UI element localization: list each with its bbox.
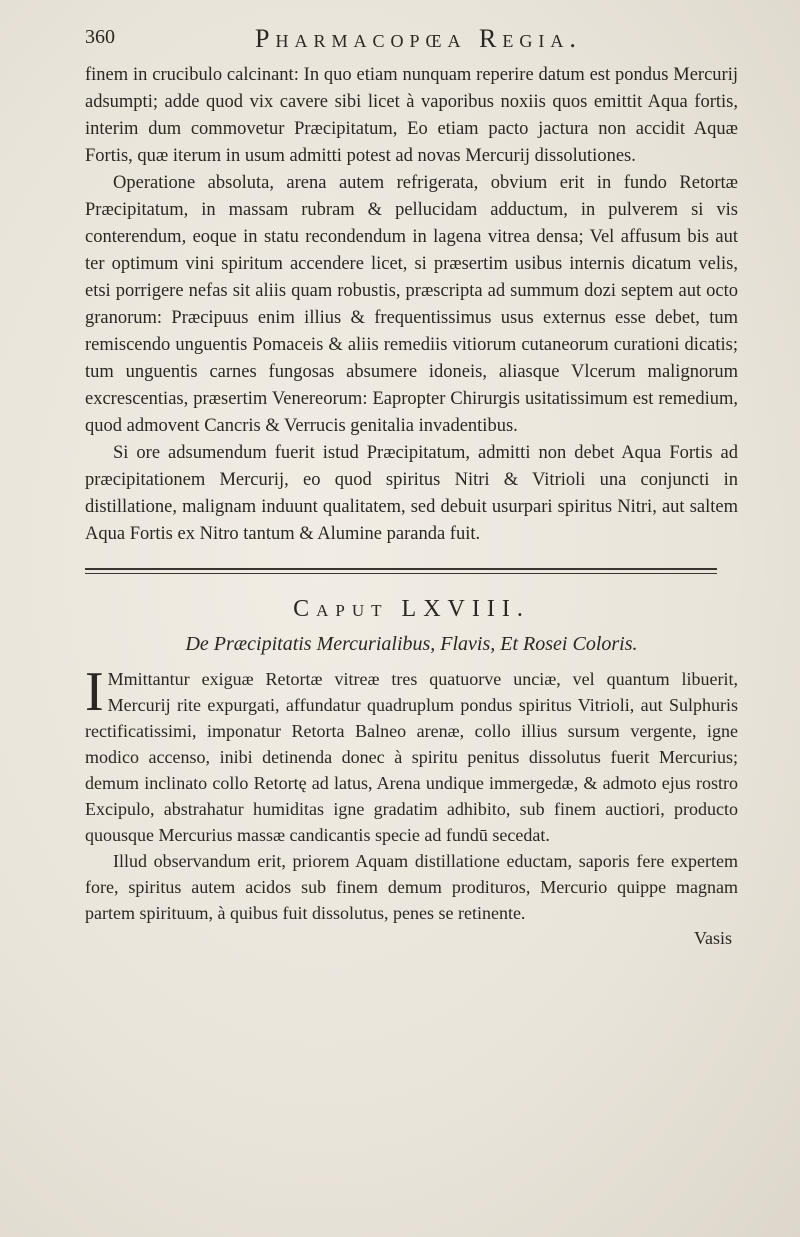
section-divider [85, 568, 717, 574]
paragraph-1: finem in crucibulo calcinant: In quo etiam nunquam reperire datum est pondus Mercurij adsumpti; adde quod vix cavere sibi licet à vaporibus noxiis quos emittit Aqua fortis, interim dum commovetur Præcipitatum, Eo etiam pacto jactura non accidit Aquæ Fortis, quæ iterum in usum admitti potest ad novas Mercurij dissolutiones. [85, 65, 738, 166]
chapter-paragraph-1-text: Mmittantur exiguæ Retortæ vitreæ tres quatuorve unciæ, vel quantum libuerit, Mercurij rite expurgati, affundatur quadruplum pondus spiritus Vitrioli, aut Sulphuris rectificatissimi, imponatur Retorta Balneo arenæ, collo illius sursum vergente, igne modico accenso, inibi detinenda donec à spiritu penitus dissolutus fuerit Mercurius; demum inclinato collo Retortę ad latus, Arena undique immergedæ, & admoto ejus rostro Excipulo, abstrahatur humiditas igne gradatim adhibito, sub finem auctiori, producto quousque Mercurius massæ candicantis specie ad fundū secedat. [85, 669, 738, 845]
chapter-paragraph-2: Illud observandum erit, priorem Aquam distillatione eductam, saporis fere expertem fore, spiritus autem acidos sub finem demum prodituros, Mercurio quippe magnam partem spirituum, à quibus fuit dissolutus, penes se retinente. [85, 851, 738, 923]
catchword: Vasis [693, 928, 732, 948]
chapter-body [85, 661, 738, 926]
main-text [85, 62, 738, 548]
paragraph-2: Operatione absoluta, arena autem refrigerata, obvium erit in fundo Retortæ Præcipitatum, in massam rubram & pellucidam adductum, in pulverem si vis conterendum, eoque in statu recondendum in lagena vitrea densa; Vel affusum bis aut ter optimum vini spiritum accendere licet, si præsertim usibus internis dicatum velis, etsi porrigere nefas sit aliis quam robustis, præscripta ad summum dozi septem aut octo granorum: Præcipuus enim illius & frequentissimus usus externus esse debet, tum remiscendo unguentis Pomaceis & aliis remediis vitiorum cutaneorum curationi dicatis; tum unguentis carnes fungosas absumere idoneis, aliasque Vlcerum malignorum excrescentias, præsertim Venereorum: Eapropter Chirurgis usitatissimum est remedium, quod admovent Cancris & Verrucis genitalia invadentibus. [85, 173, 738, 436]
page-header [85, 24, 738, 60]
paragraph-3: Si ore adsumendum fuerit istud Præcipitatum, admitti non debet Aqua Fortis ad præcipitationem Mercurij, eo quod spiritus Nitri & Vitrioli una conjuncti in distillatione, malignam induunt qualitatem, sed debuit usurpari spiritus Nitri, aut saltem Aqua Fortis ex Nitro tantum & Alumine paranda fuit. [85, 443, 738, 544]
page-number: 360 [85, 26, 115, 48]
running-title: Pharmacopœa Regia. [255, 24, 582, 53]
drop-capital: I [85, 661, 104, 723]
chapter-paragraph-1 [85, 661, 738, 848]
chapter-heading: Caput LXVIII. [293, 596, 530, 622]
chapter-subtitle: De Præcipitatis Mercurialibus, Flavis, Et Rosei Coloris. [185, 633, 638, 655]
